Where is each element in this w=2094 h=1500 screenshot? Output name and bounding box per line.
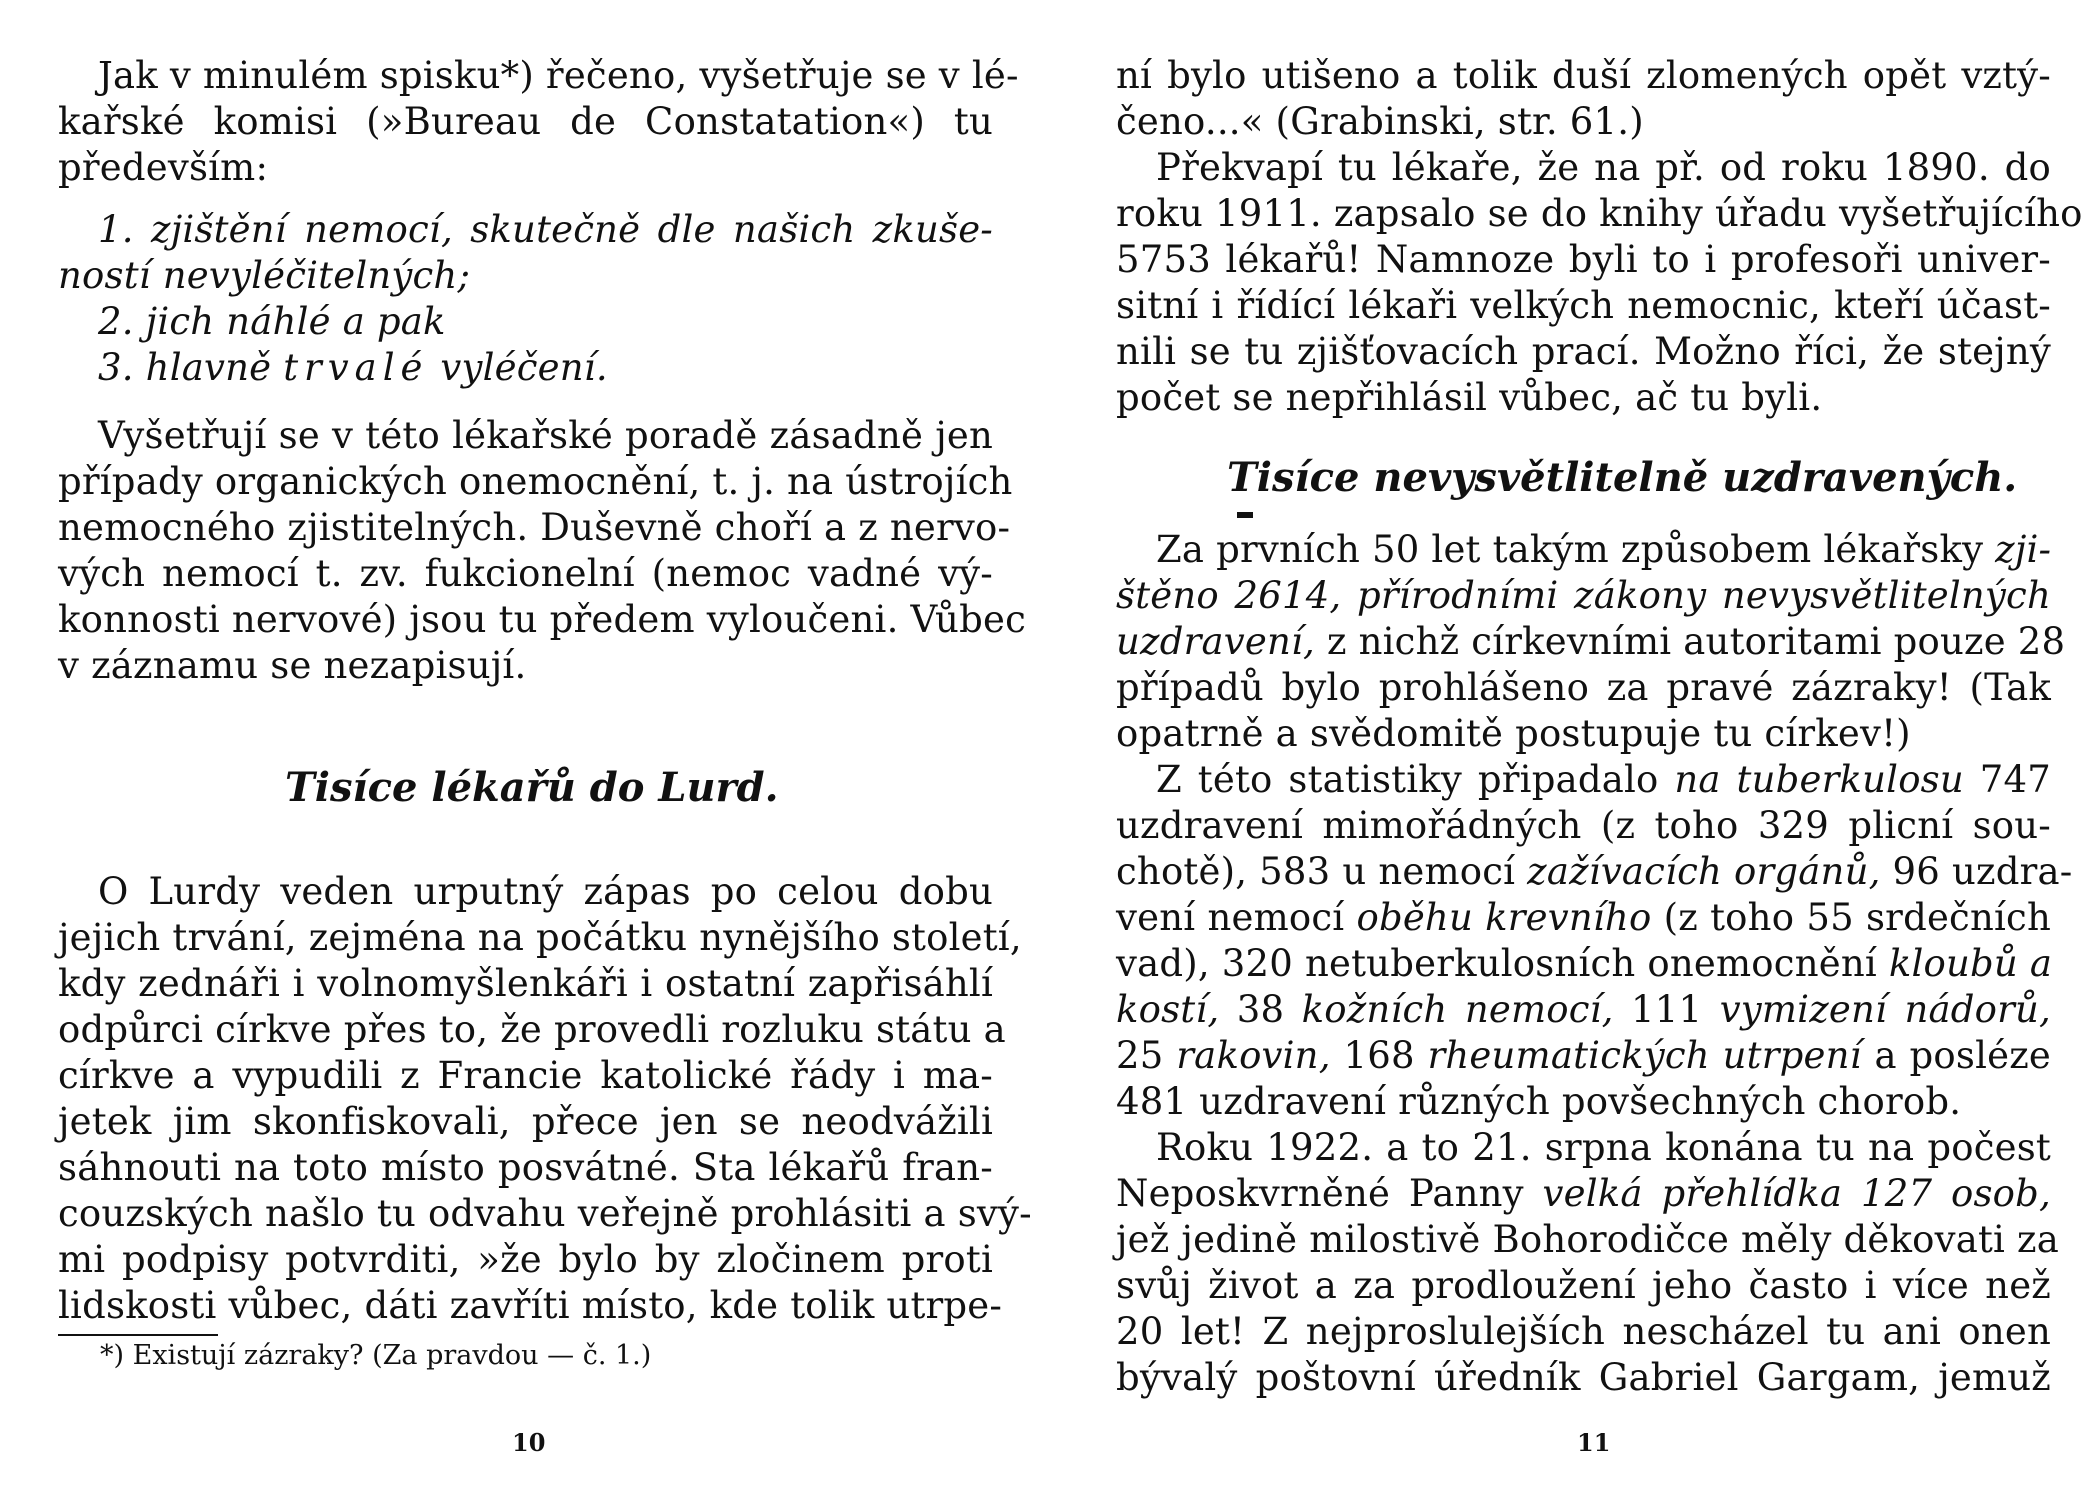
text-line [1116,1308,2051,1356]
text-run: 25 [1116,1034,1177,1077]
text-run: kloubů a [1888,942,2053,985]
text-run: couzských našlo tu odvahu veřejně prohlásiti a svý- [58,1192,1032,1235]
text-line [1116,1216,2059,1264]
text-run: 5753 lékařů! Namnoze byli to i profesoři univer- [1116,238,2051,281]
text-run: 38 [1219,988,1302,1031]
text-line [58,144,268,192]
text-line [1116,1032,2051,1080]
text-line [58,642,526,690]
text-line [1116,572,2051,620]
list-item [98,206,993,254]
footnote-rule [58,1334,218,1336]
text-run: případů bylo prohlášeno za pravé zázraky! (Tak [1116,666,2051,709]
text-run: (z toho 55 srdečních [1651,896,2051,939]
text-run: nili se tu zjišťovacích prací. Možno říci, že stejný [1116,330,2051,373]
text-run: kdy zednáři i volnomyšlenkáři i ostatní zapřisáhlí [58,962,993,1005]
text-line [98,412,993,460]
text-run: vých nemocí t. zv. fukcionelní (nemoc vadné vý- [58,552,993,595]
text-line [1116,1078,1961,1126]
text-run: rheumatických utrpení [1427,1034,1862,1077]
text-line [1116,1262,2051,1310]
text-run: O Lurdy veden urputný zápas po celou dobu [98,870,993,913]
text-line [98,52,1019,100]
text-run: uzdravení, [1116,620,1315,663]
text-run: uzdravení mimořádných (z toho 329 plicní sou- [1116,804,2051,847]
text-run: 481 uzdravení různých povšechných chorob. [1116,1080,1962,1123]
text-line [1116,710,1911,758]
text-run: konnosti nervové) jsou tu předem vyloučeni. Vůbec [58,598,1026,641]
text-line [1116,374,1822,422]
right-page [1047,0,2094,1500]
text-run: vad), 320 netuberkulosních onemocnění [1116,942,1889,985]
text-run: vení nemocí [1116,896,1357,939]
text-line [58,1098,993,1146]
list-item-continuation [58,252,470,300]
text-line [1116,664,2051,712]
text-run: z nichž církevními autoritami pouze 28 [1314,620,2066,663]
text-run: štěno 2614, přírodními zákony nevysvětlitelných [1116,574,2051,617]
text-line [1116,940,2051,988]
text-line [58,1190,1032,1238]
text-run: vymizení nádorů, [1719,988,2051,1031]
text-line [1156,1124,2051,1172]
text-run: Neposkvrněné Panny [1116,1172,1543,1215]
text-run: 2. jich náhlé a pak [98,300,446,343]
text-run: rakovin, [1176,1034,1331,1077]
text-run: ností nevyléčitelných; [58,254,471,297]
text-run: trvalé [283,346,429,389]
text-line [1116,894,2051,942]
text-run: zažívacích orgánů, [1527,850,1881,893]
text-run: Vyšetřují se v této lékařské poradě zásadně jen [98,414,993,457]
text-line [58,1236,993,1284]
text-run: opatrně a svědomitě postupuje tu církev!) [1116,712,1911,755]
text-line [1116,986,2051,1034]
text-run: nemocného zjistitelných. Duševně choří a z nervo- [58,506,1011,549]
text-line [1116,236,2051,284]
text-run: Jak v minulém spisku*) řečeno, vyšetřuje se v lé- [98,54,1019,97]
text-line [1116,52,2051,100]
text-line [1116,190,2083,238]
text-line [1116,618,2066,666]
text-run: odpůrci církve přes to, že provedli rozluku státu a [58,1008,1006,1051]
list-item [98,344,608,392]
text-run: bývalý poštovní úředník Gabriel Gargam, jemuž [1116,1356,2051,1399]
text-line [58,914,1022,962]
text-line [58,550,993,598]
text-run: svůj život a za prodloužení jeho často i více než [1116,1264,2051,1307]
text-line [58,960,993,1008]
text-line [1116,1354,2051,1402]
text-line [1116,1170,2051,1218]
page-number: 11 [1577,1428,1611,1457]
text-run: Z této statistiky připadalo [1156,758,1675,801]
text-run: v záznamu se nezapisují. [58,644,527,687]
text-run: ní bylo utišeno a tolik duší zlomených opět vztý- [1116,54,2051,97]
text-run: vyléčení. [428,346,608,389]
text-line [58,596,1026,644]
text-line [58,1006,1006,1054]
text-run: Překvapí tu lékaře, že na př. od roku 1890. do [1156,146,2051,189]
text-run: na tuberkulosu [1674,758,1964,801]
footnote: *) Existují zázraky? (Za pravdou — č. 1.) [100,1340,652,1371]
text-run: a posléze [1861,1034,2051,1077]
text-run: Za prvních 50 let takým způsobem lékařsky [1156,528,1996,571]
text-run: velká přehlídka 127 osob, [1542,1172,2051,1215]
text-line [1116,802,2051,850]
text-run: především: [58,146,269,189]
text-line [58,98,993,146]
text-run: 20 let! Z nejproslulejších nescházel tu ani onen [1116,1310,2051,1353]
text-line [58,1282,1003,1330]
text-run: oběhu krevního [1356,896,1652,939]
list-item [98,298,446,346]
text-run: 168 [1330,1034,1428,1077]
text-line [1116,328,2051,376]
page-number: 10 [512,1428,546,1457]
text-line [1156,144,2051,192]
text-run: jetek jim skonfiskovali, přece jen se neodvážili [58,1100,993,1143]
text-line [58,504,1011,552]
text-run: 96 uzdra- [1880,850,2073,893]
text-line [98,868,993,916]
text-line [1156,756,2051,804]
text-run: 747 [1963,758,2051,801]
text-line [58,1052,993,1100]
text-run: sitní i řídící lékaři velkých nemocnic, kteří účast- [1116,284,2051,327]
text-run: chotě), 583 u nemocí [1116,850,1528,893]
text-run: kožních nemocí, [1301,988,1614,1031]
text-run: sáhnouti na toto místo posvátné. Sta lékařů fran- [58,1146,993,1189]
text-run: jejich trvání, zejména na počátku nynějšího století, [58,916,1022,959]
text-run: 3. hlavně [98,346,284,389]
text-run: počet se nepřihlásil vůbec, ač tu byli. [1116,376,1823,419]
text-line [1116,98,1644,146]
text-run: 111 [1613,988,1720,1031]
text-run: kařské komisi (»Bureau de Constatation«) tu [58,100,993,143]
text-run: roku 1911. zapsalo se do knihy úřadu vyšetřujícího [1116,192,2083,235]
text-run: Roku 1922. a to 21. srpna konána tu na počest [1156,1126,2051,1169]
text-run: jež jedině milostivě Bohorodičce měly děkovati za [1116,1218,2059,1261]
text-run: kostí, [1116,988,1220,1031]
section-heading: Tisíce nevysvětlitelně uzdravených. [1227,454,2018,501]
text-run: lidskosti vůbec, dáti zavříti místo, kde tolik utrpe- [58,1284,1003,1327]
text-run: 1. zjištění nemocí, skutečně dle našich zkuše- [98,208,993,251]
section-heading: Tisíce lékařů do Lurd. [285,764,779,811]
text-run: případy organických onemocnění, t. j. na ústrojích [58,460,1013,503]
text-run: mi podpisy potvrditi, »že bylo by zločinem proti [58,1238,993,1281]
text-run: zji- [1995,528,2052,571]
text-line [58,458,1013,506]
text-line [1156,526,2051,574]
text-run: čeno...« (Grabinski, str. 61.) [1116,100,1644,143]
text-line [1116,282,2051,330]
heading-mark [1237,512,1253,518]
text-line [58,1144,993,1192]
text-run: církve a vypudili z Francie katolické řády i ma- [58,1054,993,1097]
text-line [1116,848,2073,896]
